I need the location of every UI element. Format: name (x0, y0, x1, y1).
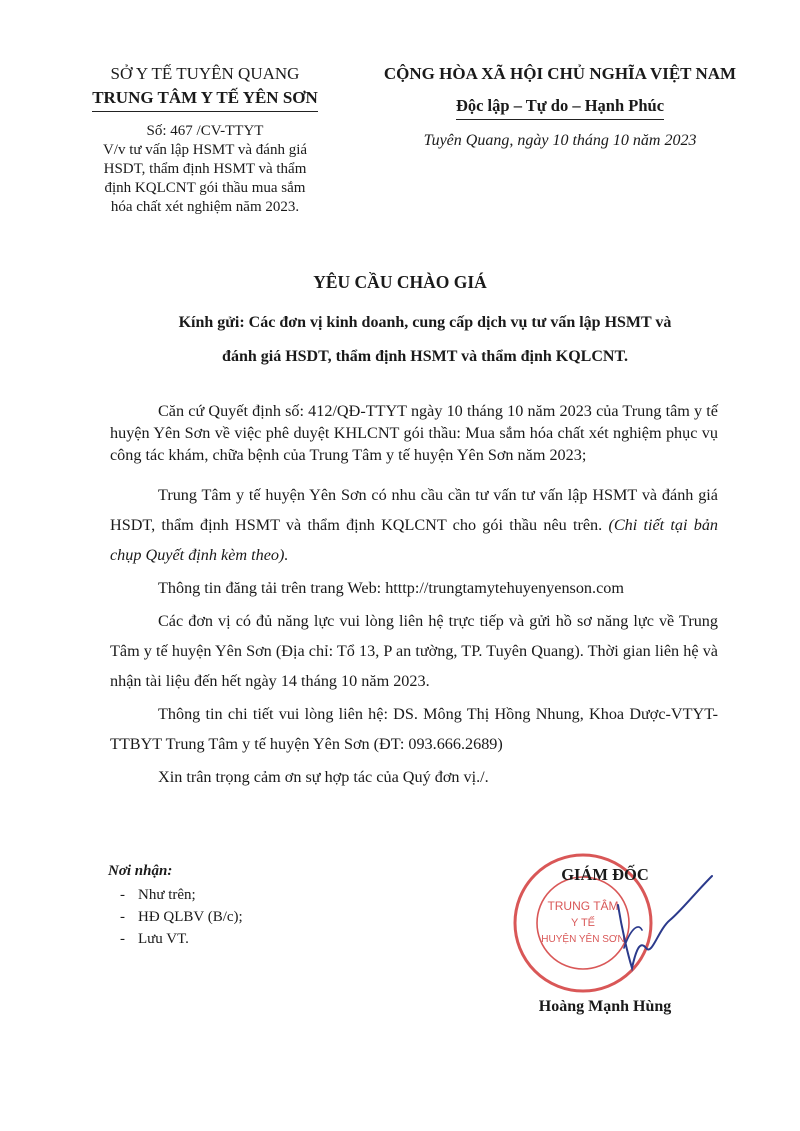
body-paragraph-thanks: Xin trân trọng cảm ơn sự hợp tác của Quý đơn vị./. (158, 768, 489, 786)
body-paragraph-need (110, 480, 718, 570)
body-paragraph-basis: Căn cứ Quyết định số: 412/QĐ-TTYT ngày 10 tháng 10 năm 2023 của Trung tâm y tế huyện Yên Sơn về việc phê duyệt KHLCNT gói thầu: Mua sắm hóa chất xét nghiệm phục vụ công tác khám, chữa bệnh của Trung Tâm y tế huyện Yên Sơn năm 2023; (110, 402, 718, 464)
document-body (110, 400, 718, 795)
nation-title: CỘNG HÒA XÃ HỘI CHỦ NGHĨA VIỆT NAM (383, 64, 737, 83)
body-paragraph-contact-person: Thông tin chi tiết vui lòng liên hệ: DS. Mông Thị Hồng Nhung, Khoa Dược-VTYT-TTBYT Trung Tâm y tế huyện Yên Sơn (ĐT: 093.666.2689) (110, 705, 718, 753)
signer-position: GIÁM ĐỐC (561, 865, 649, 884)
recipient-line: đánh giá HSDT, thẩm định HSMT và thẩm định KQLCNT. (222, 348, 628, 365)
need-text: Trung Tâm y tế huyện Yên Sơn có nhu cầu cần tư vấn tư vấn lập HSMT và đánh giá HSDT, thẩm định HSMT và thẩm định KQLCNT cho gói thầu nêu trên. (110, 486, 718, 534)
subject-line: định KQLCNT gói thầu mua sắm (104, 180, 306, 196)
stamp-text-line: TRUNG TÂM (547, 899, 619, 913)
subject-line: V/v tư vấn lập HSMT và đánh giá (102, 142, 308, 158)
stamp-text-line: Y TẾ (570, 917, 596, 929)
signer-name: Hoàng Mạnh Hùng (538, 998, 672, 1015)
body-paragraph-contact-address: Các đơn vị có đủ năng lực vui lòng liên hệ trực tiếp và gửi hồ sơ năng lực về Trung Tâm y tế huyện Yên Sơn (Địa chỉ: Tổ 13, P an tường, TP. Tuyên Quang). Thời gian liên hệ và nhận tài liệu đến hết ngày 14 tháng 10 năm 2023. (110, 612, 718, 690)
attachment-note: (Chi tiết tại bản chụp Quyết định kèm theo). (110, 516, 719, 564)
national-header (355, 62, 765, 152)
recipients-item: - Như trên; (108, 884, 368, 906)
handwritten-signature (600, 870, 720, 980)
date-line: Tuyên Quang, ngày 10 tháng 10 năm 2023 (423, 132, 697, 149)
body-paragraph-website: Thông tin đăng tải trên trang Web: htttp://trungtamytehuyenyenson.com (158, 579, 624, 597)
document-title: YÊU CẦU CHÀO GIÁ (313, 272, 487, 292)
recipient-block (125, 306, 725, 374)
organization-name: TRUNG TÂM Y TẾ YÊN SƠN (92, 86, 318, 112)
subject-line: HSDT, thẩm định HSMT và thẩm (103, 161, 307, 177)
department-name: SỞ Y TẾ TUYÊN QUANG (110, 64, 300, 83)
recipients-title: Nơi nhận: (108, 863, 173, 879)
issuer-block (60, 62, 350, 217)
document-subject (60, 141, 350, 217)
recipients-list (108, 884, 368, 950)
recipients-item: - HĐ QLBV (B/c); (108, 906, 368, 928)
document-number: Số: 467 /CV-TTYT (146, 123, 264, 139)
stamp-text-line: HUYỆN YÊN SƠN (541, 934, 625, 945)
recipient-line: Kính gửi: Các đơn vị kinh doanh, cung cấp dịch vụ tư vấn lập HSMT và (178, 314, 672, 331)
subject-line: hóa chất xét nghiệm năm 2023. (110, 199, 300, 215)
recipients-block (108, 860, 368, 950)
national-motto: Độc lập – Tự do – Hạnh Phúc (456, 94, 664, 120)
recipients-item: - Lưu VT. (108, 928, 368, 950)
